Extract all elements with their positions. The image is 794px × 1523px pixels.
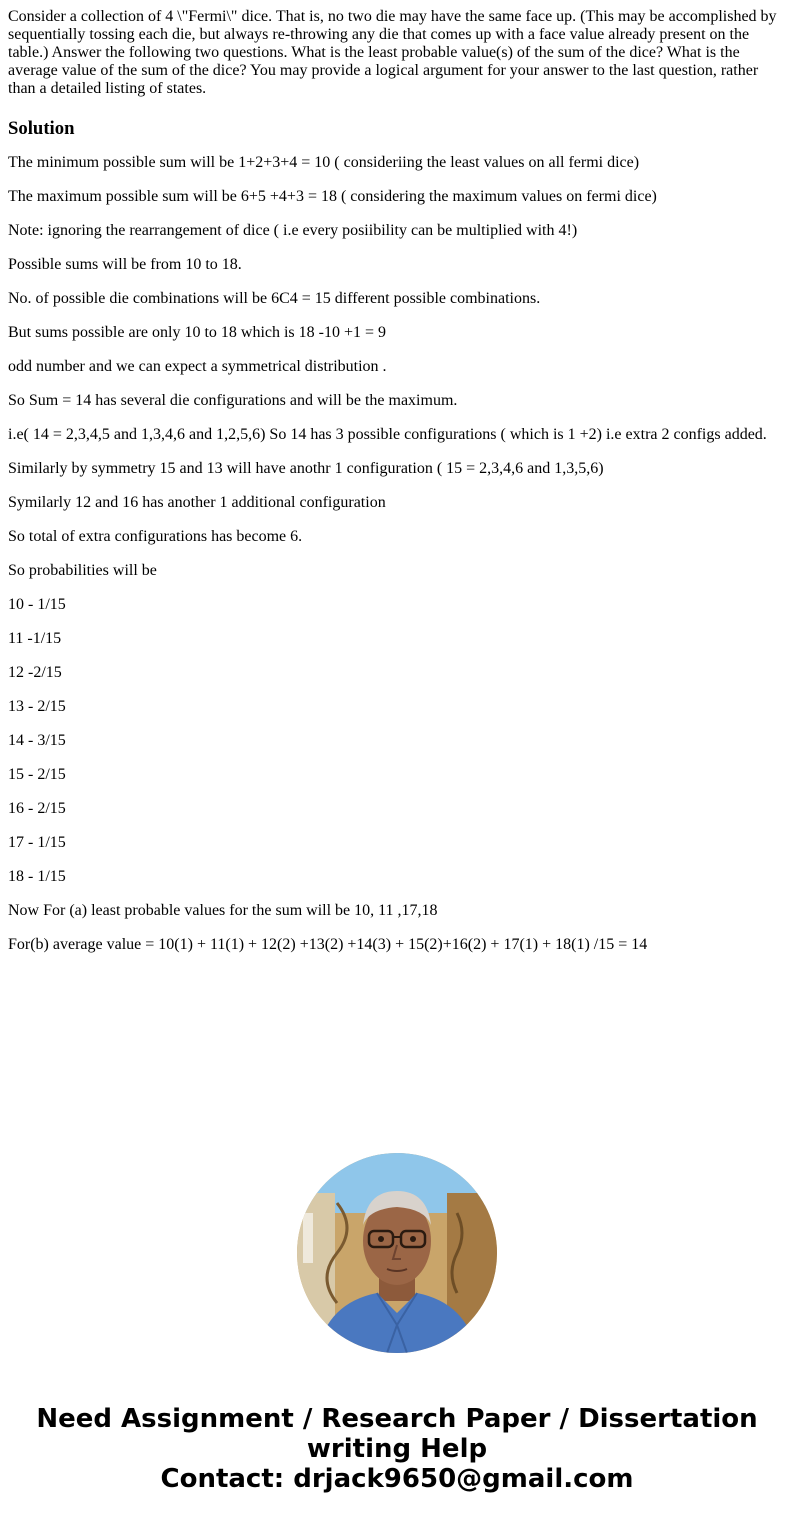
author-avatar — [297, 1153, 497, 1353]
solution-paragraph: Symilarly 12 and 16 has another 1 additional configuration — [8, 494, 386, 511]
probability-line: 11 -1/15 — [8, 630, 62, 647]
document-body — [8, 8, 786, 970]
probability-line: 12 -2/15 — [8, 664, 62, 681]
probability-line: 10 - 1/15 — [8, 596, 66, 613]
solution-paragraph: The maximum possible sum will be 6+5 +4+3 = 18 ( considering the maximum values on fermi dice) — [8, 188, 657, 205]
answer-a: Now For (a) least probable values for the sum will be 10, 11 ,17,18 — [8, 902, 438, 919]
solution-paragraph: Possible sums will be from 10 to 18. — [8, 256, 242, 273]
promo-banner — [0, 1404, 794, 1494]
solution-paragraph: So Sum = 14 has several die configurations and will be the maximum. — [8, 392, 458, 409]
probability-line: 16 - 2/15 — [8, 800, 66, 817]
probability-line: 15 - 2/15 — [8, 766, 66, 783]
solution-paragraph: So total of extra configurations has become 6. — [8, 528, 303, 545]
solution-paragraph: Similarly by symmetry 15 and 13 will have anothr 1 configuration ( 15 = 2,3,4,6 and 1,3,5,6) — [8, 460, 604, 477]
solution-paragraph: Note: ignoring the rearrangement of dice ( i.e every posiibility can be multiplied with 4!) — [8, 222, 578, 239]
solution-paragraph: odd number and we can expect a symmetrical distribution . — [8, 358, 387, 375]
question-text: Consider a collection of 4 \"Fermi\" dice. That is, no two die may have the same face up. (This may be accomplished by sequentially tossing each die, but always re-throwing any die that comes up with a face value already present on the table.) Answer the following two questions. What is the least probable value(s) of the sum of the dice? What is the average value of the sum of the dice? You may provide a logical argument for your answer to the last question, rather than a detailed listing of states. — [8, 8, 777, 97]
probability-line: 13 - 2/15 — [8, 698, 66, 715]
promo-line: Need Assignment / Research Paper / Dissertation — [36, 1404, 758, 1434]
solution-paragraph: But sums possible are only 10 to 18 which is 18 -10 +1 = 9 — [8, 324, 387, 341]
solution-paragraph: The minimum possible sum will be 1+2+3+4 = 10 ( consideriing the least values on all fermi dice) — [8, 154, 640, 171]
probability-line: 14 - 3/15 — [8, 732, 66, 749]
solution-paragraph: i.e( 14 = 2,3,4,5 and 1,3,4,6 and 1,2,5,6) So 14 has 3 possible configurations ( which is 1 +2) i.e extra 2 configs added. — [8, 426, 767, 443]
answer-b: For(b) average value = 10(1) + 11(1) + 12(2) +13(2) +14(3) + 15(2)+16(2) + 17(1) + 18(1) /15 = 14 — [8, 936, 648, 953]
promo-contact: Contact: drjack9650@gmail.com — [160, 1464, 634, 1494]
probability-line: 17 - 1/15 — [8, 834, 66, 851]
solution-paragraph: No. of possible die combinations will be 6C4 = 15 different possible combinations. — [8, 290, 541, 307]
solution-paragraph: So probabilities will be — [8, 562, 157, 579]
solution-heading: Solution — [8, 118, 75, 139]
promo-line: writing Help — [306, 1434, 488, 1464]
probability-line: 18 - 1/15 — [8, 868, 66, 885]
person-portrait-icon — [297, 1153, 497, 1353]
